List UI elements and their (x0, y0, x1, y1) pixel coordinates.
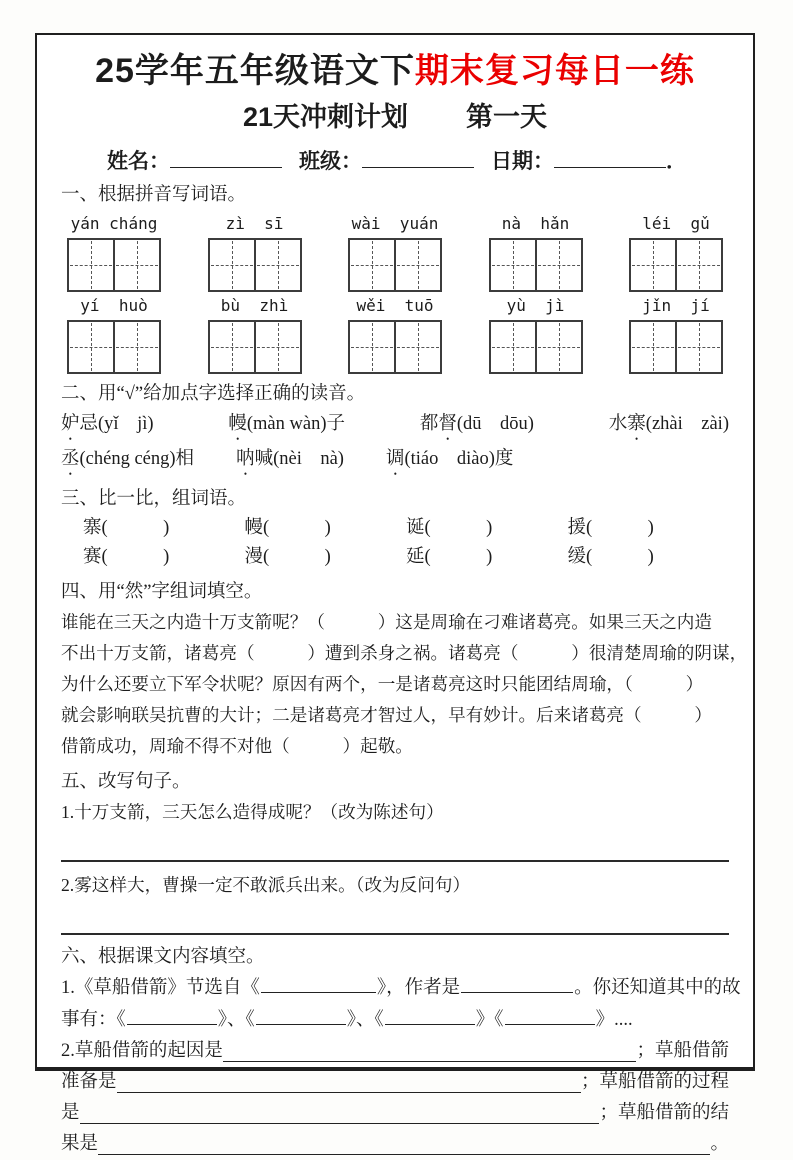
pron-row-1 (61, 409, 729, 444)
fill-line-3 (61, 1036, 729, 1067)
writing-grid (629, 238, 723, 292)
grid-cell (631, 240, 677, 290)
pron-post: (chéng céng)相 (79, 449, 195, 469)
pron-pre: 水 (608, 414, 628, 434)
dotted-char: 妒 (61, 414, 80, 434)
word-block (208, 212, 302, 292)
pron-item (236, 444, 344, 479)
dotted-char: 丞 (61, 449, 80, 469)
grid-cell (69, 240, 115, 290)
pinyin-label: wěi tuō (356, 296, 434, 315)
section2-heading: 二、用“√”给加点字选择正确的读音。 (61, 384, 366, 404)
title-black-part: 25学年五年级语文下 (95, 52, 415, 90)
grid-cell (256, 322, 300, 372)
writing-grid (348, 238, 442, 292)
student-info-row (61, 145, 729, 175)
date-period: ． (666, 149, 687, 173)
blank-line (256, 1024, 346, 1025)
section3-heading: 三、比一比，组词语。 (61, 489, 247, 509)
pron-item (228, 409, 345, 444)
dotted-char: 调 (385, 449, 405, 469)
pron-post: (tiáo diào)度 (404, 449, 514, 469)
blank-line (127, 1024, 217, 1025)
pinyin-row-1 (61, 212, 729, 292)
writing-grid (629, 320, 723, 374)
compare-item: 漫( ) (244, 547, 331, 567)
pinyin-label: jǐn jí (642, 296, 710, 315)
rewrite-question-1: 1.十万支箭，三天怎么造得成呢？（改为陈述句） (61, 802, 444, 822)
name-field (107, 145, 282, 175)
grid-cell (69, 322, 115, 372)
pinyin-label: wài yuán (351, 214, 439, 233)
section5-heading: 五、改写句子。 (61, 772, 191, 792)
grid-cell (115, 322, 159, 372)
grid-cell (491, 240, 537, 290)
grid-cell (677, 322, 721, 372)
date-field (491, 145, 687, 175)
grid-cell (350, 322, 396, 372)
grid-cell (396, 322, 440, 372)
page-subtitle (61, 97, 729, 137)
fill-text: ；草船借箭 (636, 1041, 729, 1061)
pron-pre: 都 (419, 414, 439, 434)
date-label: 日期： (491, 149, 554, 173)
fill-text: 果是 (61, 1134, 99, 1154)
fill-text: 2.草船借箭的起因是 (61, 1041, 223, 1061)
pron-post: (dū dōu) (456, 414, 534, 434)
fill-text: 》《 (475, 1010, 504, 1030)
pron-item (386, 444, 513, 479)
pinyin-label: nà hǎn (501, 214, 570, 233)
subtitle-plan: 21天冲刺计划 (242, 102, 409, 132)
fill-text: 》.... (595, 1010, 633, 1030)
fill-text: 是 (61, 1103, 80, 1123)
dotted-char: 寨 (627, 414, 646, 434)
blank-line (98, 1152, 710, 1155)
class-blank-line (362, 167, 474, 168)
fill-text: ；草船借箭的过程 (580, 1072, 729, 1092)
fill-text: 》、《 (217, 1010, 255, 1030)
rewrite-question-2: 2.雾这样大，曹操一定不敢派兵出来。（改为反问句） (61, 875, 471, 895)
word-block (348, 294, 442, 374)
date-blank-line (554, 167, 666, 168)
subtitle-day: 第一天 (466, 102, 548, 132)
writing-grid (489, 320, 583, 374)
blank-line (385, 1024, 475, 1025)
blank-line (461, 992, 573, 993)
word-block (67, 294, 161, 374)
word-block (629, 212, 723, 292)
compare-row-2 (61, 543, 729, 572)
pron-post: 喊(nèi nà) (254, 449, 344, 469)
answer-line (61, 901, 729, 935)
writing-grid (348, 320, 442, 374)
grid-cell (350, 240, 396, 290)
compare-item: 延( ) (406, 547, 493, 567)
blank-line (505, 1024, 595, 1025)
compare-item: 诞( ) (406, 518, 493, 538)
name-label: 姓名： (107, 149, 170, 173)
grid-cell (396, 240, 440, 290)
title-red-part: 期末复习每日一练 (414, 52, 695, 90)
grid-cell (256, 240, 300, 290)
worksheet-page (35, 33, 755, 1154)
paragraph-line: 为什么还要立下军令状呢？原因有两个，一是诸葛亮这时只能团结周瑜，（ ） (61, 674, 704, 694)
word-block (629, 294, 723, 374)
fill-text: 。你还知道其中的故 (574, 978, 741, 998)
pron-item (420, 409, 534, 444)
writing-grid (67, 320, 161, 374)
grid-cell (631, 322, 677, 372)
grid-cell (115, 240, 159, 290)
blank-line (80, 1121, 600, 1124)
word-block (208, 294, 302, 374)
section4-heading: 四、用“然”字组词填空。 (61, 582, 263, 602)
paragraph-line: 借箭成功，周瑜不得不对他（ ）起敬。 (61, 736, 413, 756)
compare-item: 赛( ) (83, 547, 170, 567)
word-block (67, 212, 161, 292)
pron-post: (zhài zài) (645, 414, 729, 434)
pinyin-label: yí huò (80, 296, 148, 315)
writing-grid (208, 320, 302, 374)
pinyin-label: zì sī (225, 214, 284, 233)
blank-line (261, 992, 376, 993)
dotted-char: 督 (438, 414, 457, 434)
pinyin-label: léi gǔ (642, 214, 710, 233)
grid-cell (210, 322, 256, 372)
word-block (489, 212, 583, 292)
compare-item: 幔( ) (244, 518, 331, 538)
compare-item: 缓( ) (567, 547, 654, 567)
dotted-char: 呐 (236, 449, 255, 469)
pron-row-2 (61, 444, 729, 479)
section1-heading: 一、根据拼音写词语。 (61, 185, 247, 205)
word-block (348, 212, 442, 292)
grid-cell (210, 240, 256, 290)
pinyin-row-2 (61, 294, 729, 374)
dotted-char: 幔 (228, 414, 247, 434)
blank-line (117, 1090, 581, 1093)
pinyin-label: bù zhì (220, 296, 289, 315)
fill-line-4 (61, 1067, 729, 1098)
fill-text: ；草船借箭的结 (599, 1103, 729, 1123)
section6-heading: 六、根据课文内容填空。 (61, 947, 265, 967)
pron-item (61, 409, 154, 444)
fill-line-5 (61, 1098, 729, 1129)
fill-text: 1.《草船借箭》节选自《 (61, 978, 260, 998)
pron-post: 忌(yǐ jì) (79, 414, 154, 434)
name-blank-line (170, 167, 282, 168)
grid-cell (677, 240, 721, 290)
pinyin-label: yán cháng (70, 214, 158, 233)
fill-line-2 (61, 1004, 729, 1036)
fill-line-1 (61, 972, 741, 1004)
fill-line-6 (61, 1129, 729, 1160)
compare-row-1 (61, 514, 729, 543)
compare-item: 援( ) (567, 518, 654, 538)
paragraph-line: 谁能在三天之内造十万支箭呢？（ ）这是周瑜在刁难诸葛亮。如果三天之内造 (61, 612, 712, 632)
class-label: 班级： (299, 149, 362, 173)
pron-item (61, 444, 194, 479)
fill-text: 。 (710, 1134, 729, 1154)
paragraph-line: 不出十万支箭，诸葛亮（ ）遭到杀身之祸。诸葛亮（ ）很清楚周瑜的阴谋， (61, 643, 748, 663)
grid-cell (537, 240, 581, 290)
fill-text: 》，作者是 (376, 978, 461, 998)
fill-text: 事有：《 (61, 1010, 126, 1030)
compare-item: 寨( ) (83, 518, 170, 538)
pron-item (609, 409, 729, 444)
class-field (299, 145, 474, 175)
writing-grid (208, 238, 302, 292)
word-block (489, 294, 583, 374)
fill-text: 》、《 (346, 1010, 384, 1030)
writing-grid (67, 238, 161, 292)
answer-line (61, 828, 729, 862)
grid-cell (537, 322, 581, 372)
grid-cell (491, 322, 537, 372)
pinyin-label: yù jì (506, 296, 565, 315)
blank-line (223, 1059, 637, 1062)
paragraph-line: 就会影响联吴抗曹的大计；二是诸葛亮才智过人，早有妙计。后来诸葛亮（ ） (61, 705, 712, 725)
fill-text: 准备是 (61, 1072, 117, 1092)
pron-post: (màn wàn)子 (246, 414, 345, 434)
writing-grid (489, 238, 583, 292)
page-title (61, 49, 729, 93)
